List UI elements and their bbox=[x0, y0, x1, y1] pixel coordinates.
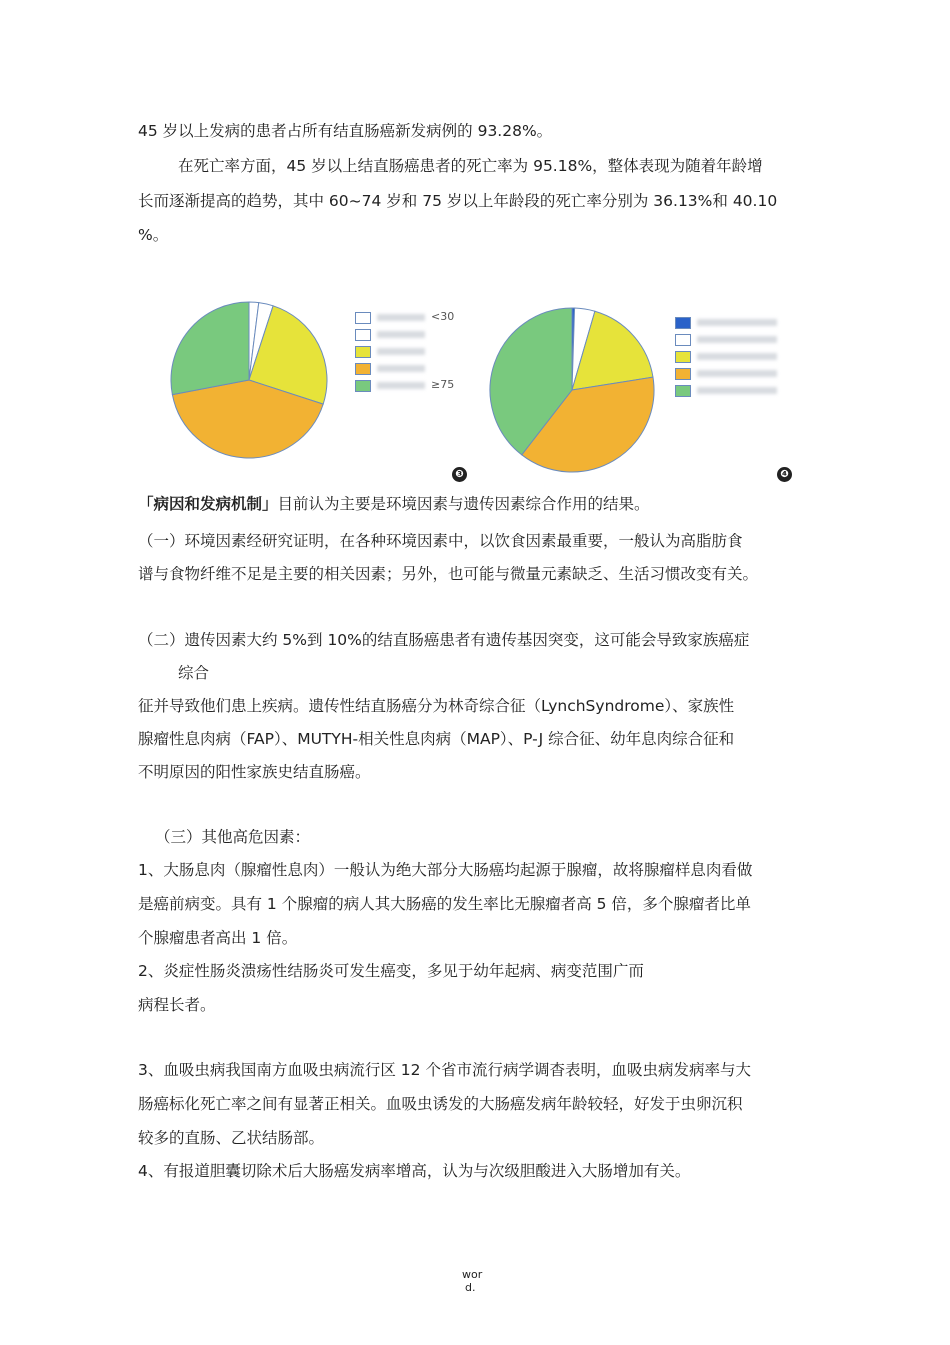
text-line: %。 bbox=[138, 226, 169, 244]
text-line: 个腺瘤患者高出 1 倍。 bbox=[138, 929, 298, 947]
text-line: 是癌前病变。具有 1 个腺瘤的病人其大肠癌的发生率比无腺瘤者高 5 倍，多个腺瘤者比单 bbox=[138, 895, 751, 913]
figure-label-3: ❸ bbox=[452, 467, 467, 482]
legend-label-last: ≥75 bbox=[431, 378, 455, 391]
text-line: 谱与食物纤维不足是主要的相关因素；另外，也可能与微量元素缺乏、生活习惯改变有关。 bbox=[138, 565, 759, 583]
legend-item bbox=[675, 315, 795, 329]
section-heading-line bbox=[138, 493, 650, 515]
legend-item bbox=[355, 310, 475, 324]
figure-label-4: ❹ bbox=[777, 467, 792, 482]
text-line: 3、血吸虫病我国南方血吸虫病流行区 12 个省市流行病学调杳表明，血吸虫病发病率与大 bbox=[138, 1061, 751, 1079]
text-line: 在死亡率方面，45 岁以上结直肠癌患者的死亡率为 95.18%，整体表现为随着年龄增 bbox=[178, 157, 763, 175]
text-line: 肠癌标化死亡率之间有显著正相关。血吸虫诱发的大肠癌发病年龄较轻，好发于虫卵沉积 bbox=[138, 1095, 743, 1113]
legend-item bbox=[675, 332, 795, 346]
text-line: 45 岁以上发病的患者占所有结直肠癌新发病例的 93.28%。 bbox=[138, 122, 553, 140]
page-footer bbox=[462, 1268, 482, 1294]
text-line: 长而逐渐提高的趋势，其中 60~74 岁和 75 岁以上年龄段的死亡率分别为 36.13%和 40.10 bbox=[138, 192, 778, 210]
legend-item bbox=[355, 378, 475, 392]
legend-label-first: <30 bbox=[431, 310, 455, 323]
text-line: 1、大肠息肉（腺瘤性息肉）一般认为绝大部分大肠癌均起源于腺瘤，故将腺瘤样息肉看做 bbox=[138, 861, 753, 879]
pie-chart-3 bbox=[167, 300, 337, 470]
text-line: 综合 bbox=[178, 664, 210, 682]
legend-item bbox=[675, 383, 795, 397]
section-heading: 「病因和发病机制」 bbox=[138, 495, 278, 513]
legend-item bbox=[675, 349, 795, 363]
text-line: 腺瘤性息肉病（FAP）、MUTYH-相关性息肉病（MAP）、P-J 综合征、幼年息肉综合征和 bbox=[138, 730, 735, 748]
legend-item bbox=[675, 366, 795, 380]
text-line: 4、有报道胆囊切除术后大肠癌发病率增高，认为与次级胆酸进入大肠增加有关。 bbox=[138, 1162, 691, 1180]
legend-item bbox=[355, 327, 475, 341]
pie-chart-4 bbox=[487, 302, 657, 482]
pie-slice bbox=[171, 302, 249, 395]
text-line: 不明原因的阳性家族史结直肠癌。 bbox=[138, 763, 371, 781]
legend-item bbox=[355, 361, 475, 375]
text-line: （一）环境因素经研究证明，在各种环境因素中，以饮食因素最重要，一般认为高脂肪食 bbox=[138, 532, 743, 550]
text-line: 病程长者。 bbox=[138, 996, 216, 1014]
text-line: 较多的直肠、乙状结肠部。 bbox=[138, 1129, 325, 1147]
section-intro: 目前认为主要是环境因素与遗传因素综合作用的结果。 bbox=[277, 495, 650, 513]
legend-item bbox=[355, 344, 475, 358]
text-line: （二）遗传因素大约 5%到 10%的结直肠癌患者有遗传基因突变，这可能会导致家族癌症 bbox=[138, 631, 750, 649]
footer-line: d. bbox=[465, 1281, 476, 1294]
subsection-heading: （三）其他高危因素： bbox=[155, 828, 311, 846]
text-line: 2、炎症性肠炎溃疡性结肠炎可发生癌变，多见于幼年起病、病变范围广而 bbox=[138, 962, 644, 980]
pie-charts-figure bbox=[165, 290, 805, 485]
text-line: 征并导致他们患上疾病。遗传性结直肠癌分为林奇综合征（LynchSyndrome）、家族性 bbox=[138, 697, 735, 715]
footer-line: wor bbox=[462, 1268, 483, 1281]
